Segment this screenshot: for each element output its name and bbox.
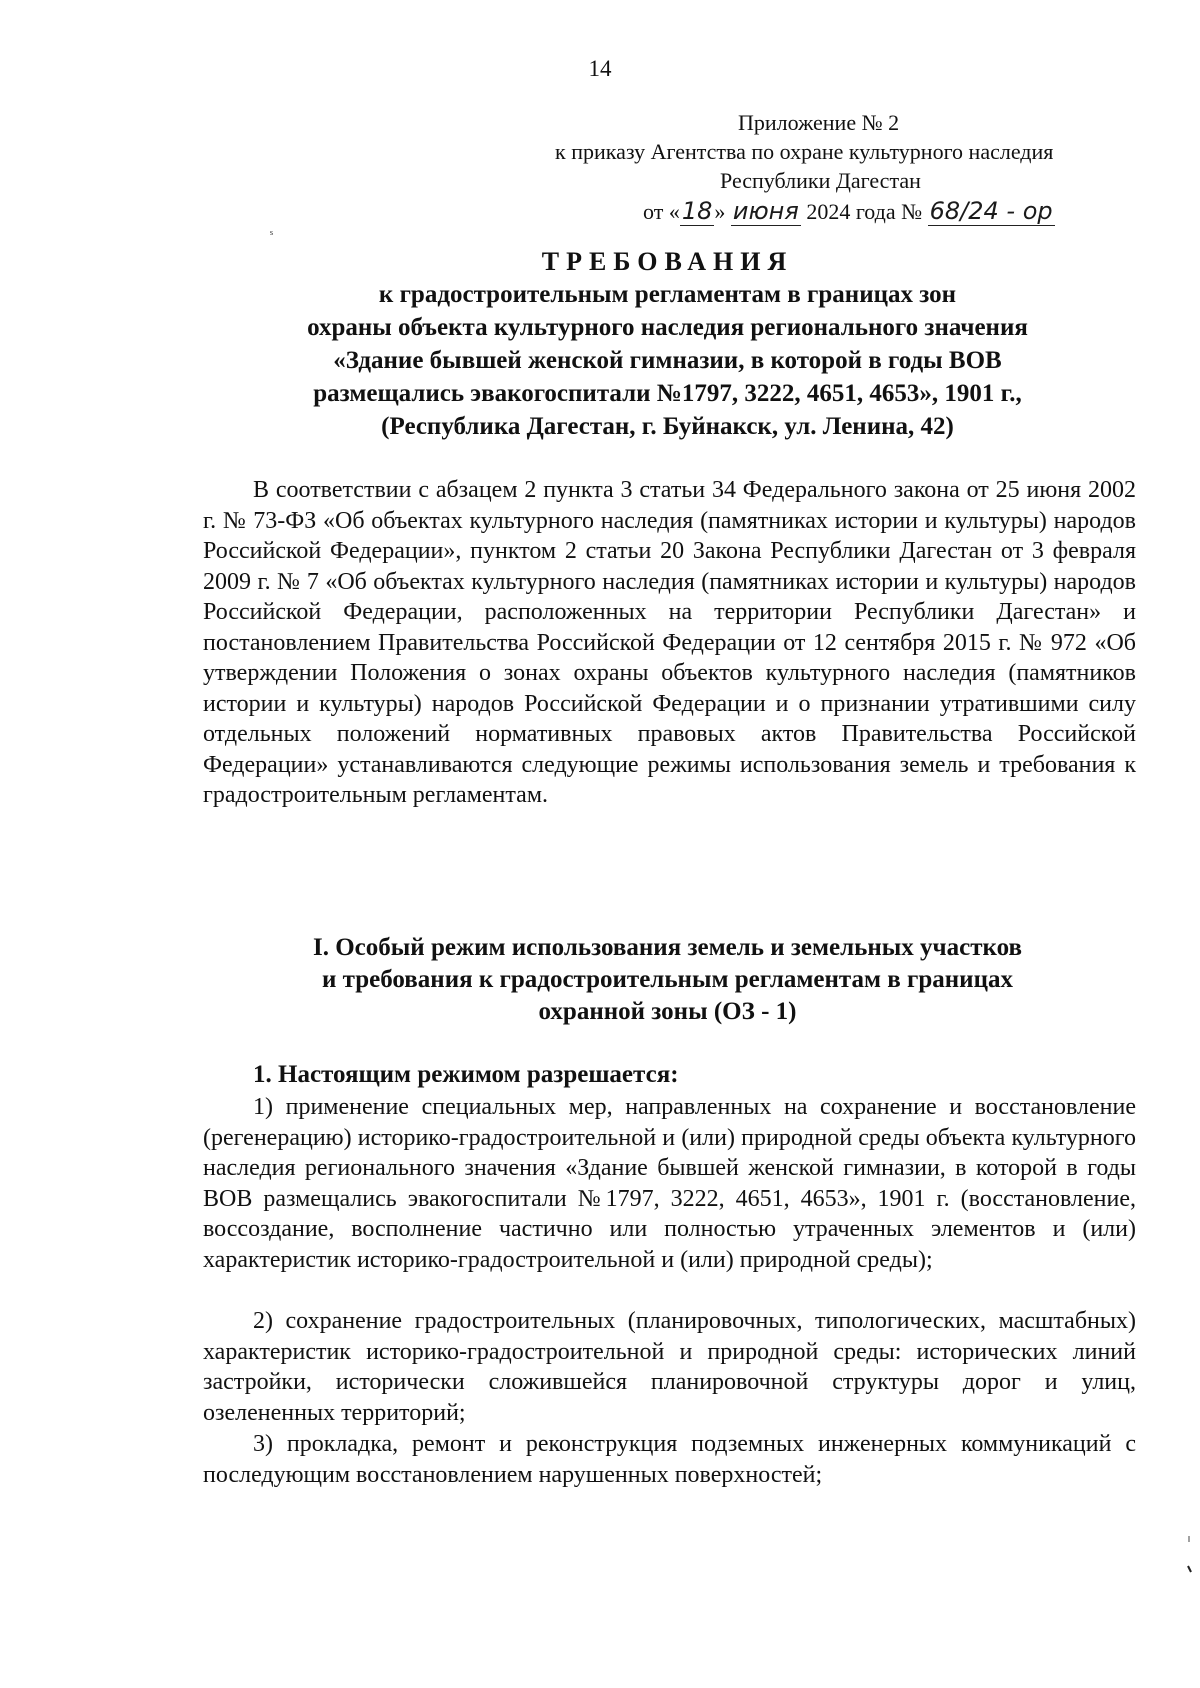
title-line: охраны объекта культурного наследия регионального значения — [307, 314, 1028, 341]
section-heading-line: и требования к градостроительным регламентам в границах — [322, 966, 1013, 993]
appendix-header — [555, 108, 1155, 226]
page-number: 14 — [588, 56, 612, 81]
scan-artifact-mark: ˢ — [270, 228, 273, 243]
title-line: к градостроительным регламентам в границах зон — [378, 281, 957, 308]
subheading: 1. Настоящим режимом разрешается: — [253, 1061, 679, 1088]
section-heading-line: I. Особый режим использования земель и земельных участков — [313, 934, 1022, 961]
scan-edge-marks — [1186, 1536, 1192, 1576]
appendix-order-ref: к приказу Агентства по охране культурного наследия — [555, 139, 1054, 164]
date-mid: » — [714, 199, 731, 224]
document-title — [200, 246, 1135, 443]
date-prefix: от « — [643, 199, 680, 224]
list-item: 3) прокладка, ремонт и реконструкция подземных инженерных коммуникаций с последующим восстановлением нарушенных поверхностей; — [203, 1431, 1136, 1488]
intro-paragraph: В соответствии с абзацем 2 пункта 3 статьи 34 Федерального закона от 25 июня 2002 г. № 73-ФЗ «Об объектах культурного наследия (памятниках истории и культуры) народов Российской Федерации», пунктом 2 статьи 20 Закона Республики Дагестан от 3 февраля 2009 г. № 7 «Об объектах культурного наследия (памятниках истории и культуры) народов Российской Федерации, расположенных на территории Республики Дагестан» и постановлением Правительства Российской Федерации от 12 сентября 2015 г. № 972 «Об утверждении Положения о зонах охраны объектов культурного наследия (памятников истории и культуры) народов Российской Федерации и о признании утратившими силу отдельных положений нормативных правовых актов Правительства Российской Федерации» устанавливаются следующие режимы использования земель и требования к градостроительным регламентам. — [203, 477, 1136, 808]
section-heading-line: охранной зоны (ОЗ - 1) — [538, 998, 797, 1025]
title-line: (Республика Дагестан, г. Буйнакск, ул. Ленина, 42) — [381, 413, 954, 440]
appendix-republic: Республики Дагестан — [720, 168, 921, 193]
appendix-date-line — [643, 197, 1155, 226]
appendix-title: Приложение № 2 — [738, 110, 900, 135]
date-year: 2024 года № — [800, 199, 928, 224]
title-line: размещались эвакогоспитали №1797, 3222, 4651, 4653», 1901 г., — [313, 380, 1022, 407]
title-line: «Здание бывшей женской гимназии, в которой в годы ВОВ — [333, 347, 1002, 374]
handwritten-order-number: 68/24 - ор — [929, 197, 1053, 225]
list-item: 2) сохранение градостроительных (планировочных, типологических, масштабных) характеристик историко-градостроительной и природной среды: исторических линий застройки, исторически сложившейся планировочной структуры дорог и улиц, озелененных территорий; — [203, 1308, 1136, 1426]
handwritten-month: июня — [732, 197, 799, 225]
title-main: ТРЕБОВАНИЯ — [541, 247, 794, 276]
handwritten-day: 18 — [681, 197, 713, 225]
list-item: 1) применение специальных мер, направленных на сохранение и восстановление (регенерацию) историко-градостроительной и (или) природной среды объекта культурного наследия регионального значения «Здание бывшей женской гимназии, в которой в годы ВОВ размещались эвакогоспитали №1797, 3222, 4651, 4653», 1901 г. (восстановление, воссоздание, восполнение частично или полностью утраченных элементов и (или) характеристик историко-градостроительной и (или) природной среды); — [203, 1094, 1136, 1273]
section-heading — [200, 932, 1135, 1028]
